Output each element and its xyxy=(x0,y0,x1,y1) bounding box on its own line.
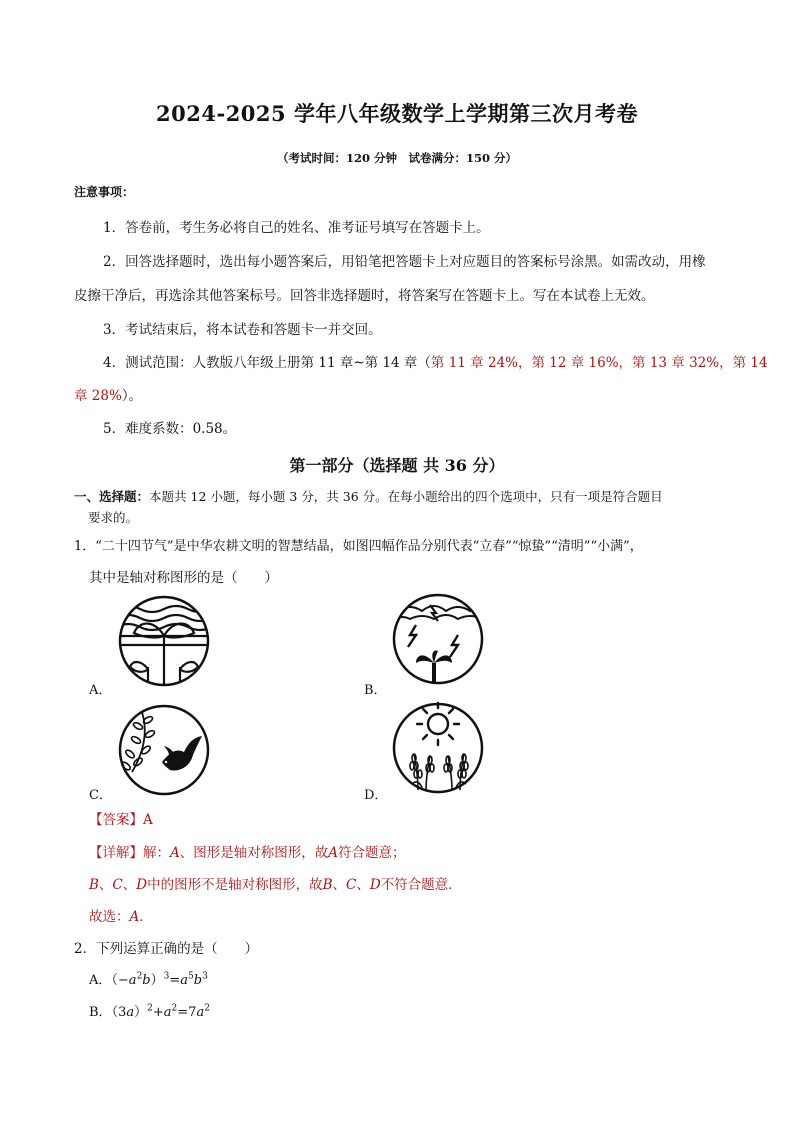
note-item-5: 5．难度系数：0.58。 xyxy=(103,421,237,437)
page-title: 2024-2025 学年八年级数学上学期第三次月考卷 xyxy=(156,101,638,126)
q2-option-a: A．$(-a^2b)^3=a^5b^3$ xyxy=(89,971,208,988)
q2-option-b: B．$(3a)^2+a^2=7a^2$ xyxy=(89,1003,210,1020)
exam-info: （考试时间：120 分钟 试卷满分：150 分） xyxy=(276,151,517,165)
q1-stem-line2: 其中是轴对称图形的是（ ） xyxy=(89,570,278,586)
notes-label: 注意事项： xyxy=(74,185,135,199)
q1-answer: 【答案】A xyxy=(89,812,153,828)
note-item-2-line1: 2．回答选择题时，选出每小题答案后，用铅笔把答题卡上对应题目的答案标号涂黑。如需改动，用橡 xyxy=(103,254,706,270)
q1-conclusion: 故选：A． xyxy=(89,909,153,925)
option-c-label: C． xyxy=(89,788,112,803)
section-title: 第一部分（选择题 共 36 分） xyxy=(289,456,505,475)
option-a-label: A． xyxy=(89,683,112,698)
note-item-4-line1: 4．测试范围：人教版八年级上册第 11 章~第 14 章（第 11 章 24%，第 12 章 16%，第 13 章 32%，第 14 xyxy=(103,355,768,371)
figure-c-qingming xyxy=(112,702,216,799)
section-instructions-line2: 要求的。 xyxy=(88,510,139,525)
option-d-label: D． xyxy=(364,788,388,803)
section-instructions-line1: 一、选择题：本题共 12 小题，每小题 3 分，共 36 分。在每小题给出的四个选项中，只有一项是符合题目 xyxy=(74,489,663,504)
note-item-2-line2: 皮擦干净后，再选涂其他答案标号。回答非选择题时，将答案写在答题卡上。写在本试卷上无效。 xyxy=(74,288,655,304)
q1-stem-line1: 1．“二十四节气”是中华农耕文明的智慧结晶，如图四幅作品分别代表“立春”“惊蛰”“清明”“小满”， xyxy=(74,539,643,554)
figure-b-jingzhe xyxy=(386,591,490,688)
q2-stem: 2．下列运算正确的是（ ） xyxy=(74,941,259,957)
note-item-4-line2: 章 28%）。 xyxy=(74,388,143,404)
q1-detail-line1: 【详解】解：A、图形是轴对称图形，故A符合题意； xyxy=(89,845,406,861)
figure-d-xiaoman xyxy=(386,700,490,797)
q1-detail-line2: B、C、D中的图形不是轴对称图形，故B、C、D不符合题意． xyxy=(89,877,462,893)
figure-a-lichun xyxy=(112,593,216,690)
note-item-3: 3．考试结束后，将本试卷和答题卡一并交回。 xyxy=(103,322,382,338)
option-b-label: B． xyxy=(364,683,387,698)
note-item-1: 1．答卷前，考生务必将自己的姓名、准考证号填写在答题卡上。 xyxy=(103,220,490,236)
